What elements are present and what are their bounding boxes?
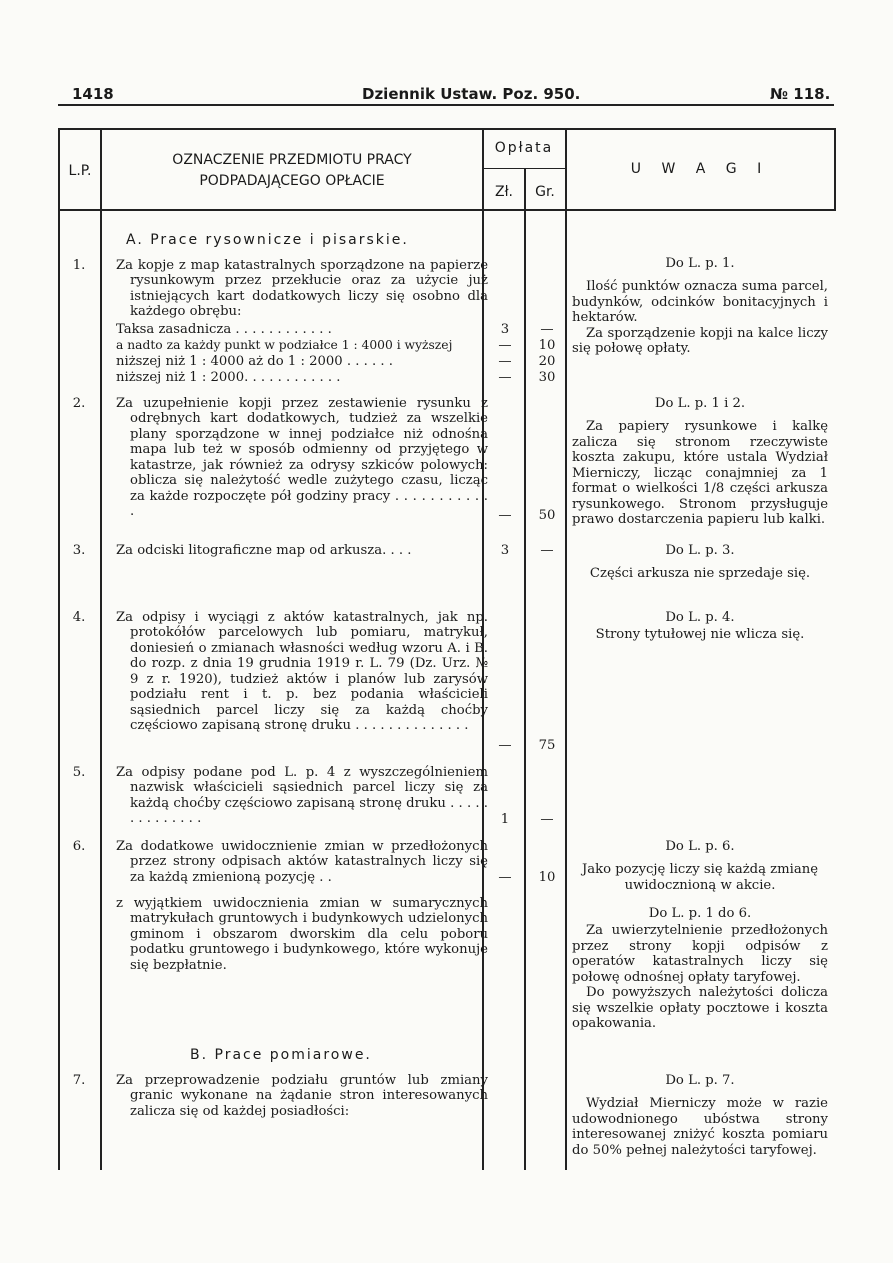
col-divider-fee — [565, 128, 567, 1170]
row-2-zl: — — [498, 508, 512, 523]
table-top-rule — [58, 128, 836, 130]
header-remarks: U W A G I — [630, 161, 770, 177]
header-zl: Zł. — [494, 184, 514, 200]
section-b-title: B. Prace pomiarowe. — [190, 1047, 372, 1063]
row-3-text: Za odciski litograficzne map od arkusza. . . . — [116, 543, 412, 558]
col-divider-lp — [100, 128, 102, 1170]
table-right-border — [834, 128, 836, 210]
remark-7-title: Do L. p. 7. — [665, 1073, 735, 1088]
fee-subheader-rule — [483, 168, 565, 169]
row-1-zl-4: — — [498, 370, 512, 385]
remark-6 — [572, 906, 828, 1032]
row-2-lp: 2. — [72, 396, 86, 411]
row-1-line-2: a nadto za każdy punkt w podziałce 1 : 4000 i wyższej — [116, 338, 453, 352]
row-5-zl: 1 — [500, 812, 510, 827]
remark-6-text2: Do powyższych należytości dolicza się wszelkie opłaty pocztowe i koszta opakowania. — [572, 985, 828, 1032]
remark-4-text: Strony tytułowej nie wlicza się. — [595, 627, 805, 643]
remark-3-title: Do L. p. 3. — [665, 543, 735, 558]
row-1-line-1: Taksa zasadnicza . . . . . . . . . . . . — [116, 322, 332, 337]
row-1-gr-4: 30 — [538, 370, 556, 385]
row-4-gr: 75 — [538, 738, 556, 753]
remark-2-title: Do L. p. 1 i 2. — [654, 396, 746, 411]
row-1-text: Za kopje z map katastralnych sporządzone na papierze rysunkowym przez przekłucie oraz za użycie już istniejących kart dodatkowych liczy się osobno dla każdego obrębu: — [116, 258, 488, 320]
remark-3-text: Części arkusza nie sprzedaje się. — [589, 566, 811, 582]
header-subject: OZNACZENIE PRZEDMIOTU PRACY PODPADAJĄCEGO OPŁACIE — [172, 152, 412, 189]
remark-4-title: Do L. p. 4. — [665, 610, 735, 625]
row-7-text: Za przeprowadzenie podziału gruntów lub zmiany granic wykonane na żądanie stron interesowanych zalicza się od każdej posiadłości: — [116, 1073, 488, 1119]
remark-6-text: Za uwierzytelnienie przedłożonych przez strony kopji odpisów z operatów katastralnych liczy się połowę odnośnej opłaty taryfowej. — [572, 923, 828, 985]
row-1-zl-1: 3 — [500, 322, 510, 337]
journal-title: Dziennik Ustaw. Poz. 950. — [362, 85, 581, 103]
section-a-title: A. Prace rysownicze i pisarskie. — [126, 232, 409, 248]
row-1-line-3: niższej niż 1 : 4000 aż do 1 : 2000 . . . . . . — [116, 354, 393, 369]
col-divider-zl — [524, 168, 526, 1170]
header-rule — [58, 104, 834, 106]
row-1-line-4: niższej niż 1 : 2000. . . . . . . . . . . . — [116, 370, 341, 385]
remark-4 — [572, 610, 828, 643]
row-1-gr-3: 20 — [538, 354, 556, 369]
row-1-lp: 1. — [72, 258, 86, 273]
row-2-gr: 50 — [538, 508, 556, 523]
remark-3 — [572, 543, 828, 582]
row-4-text: Za odpisy i wyciągi z aktów katastralnych, jak np. protokółów parcelowych lub pomiaru, matrykuł, doniesień o zmianach własności według wzoru A. i B. do rozp. z dnia 19 grudnia 1919 r. L. 79 (Dz. Urz. № 9 z r. 1920), tudzież aktów i planów lub zarysów podziału rent i t. p. bez podania właścicieli sąsiednich parcel liczy się za każdą choćby częściowo zapisaną stronę druku . . . . . . . . . . . . . . — [116, 610, 488, 734]
row-5-text: Za odpisy podane pod L. p. 4 z wyszczególnieniem nazwisk właścicieli sąsiednich parcel liczy się za każdą choćby częściowo zapisaną stronę druku . . . . . . . . . . . . . . — [116, 765, 488, 827]
remark-2 — [572, 396, 828, 528]
row-3-zl: 3 — [500, 543, 510, 558]
row-6-text: Za dodatkowe uwidocznienie zmian w przedłożonych przez strony odpisach aktów katastralnych liczy się za każdą zmienioną pozycję . . — [116, 839, 488, 885]
row-3-lp: 3. — [72, 543, 86, 558]
row-1-zl-2: — — [498, 338, 512, 353]
row-3-gr: — — [540, 543, 554, 558]
page-number: 1418 — [72, 85, 114, 103]
row-5-gr: — — [540, 812, 554, 827]
remark-5-text: Jako pozycję liczy się każdą zmianę uwidocznioną w akcie. — [581, 862, 819, 893]
row-6-lp: 6. — [72, 839, 86, 854]
row-6-exception-text: z wyjątkiem uwidocznienia zmian w sumarycznych matrykułach gruntowych i budynkowych udzielonych gminom i obszarom dworskim dla celu poboru podatku gruntowego i budynkowego, które wykonuje się bezpłatnie. — [116, 896, 488, 973]
row-2-text: Za uzupełnienie kopji przez zestawienie rysunku z odrębnych kart dodatkowych, tudzież za wszelkie plany sporządzone w innej podziałce niż odnośna mapa lub też w sposób odmienny od przyjętego w katastrze, jak również za odrysy szkiców polowych: oblicza się należytość wedle zużytego czasu, licząc za każde rozpoczęte pół godziny pracy . . . . . . . . . . . . — [116, 396, 488, 520]
table-header-rule — [58, 209, 836, 211]
table-left-border — [58, 128, 60, 1170]
header-gr: Gr. — [535, 184, 555, 200]
row-4-zl: — — [498, 738, 512, 753]
remark-1-text2: Za sporządzenie kopji na kalce liczy się połowę opłaty. — [572, 325, 828, 357]
issue-number: № 118. — [770, 85, 831, 103]
remark-6-title: Do L. p. 1 do 6. — [648, 906, 752, 921]
remark-7-text: Wydział Mierniczy może w razie udowodnionego ubóstwa strony interesowanej zniżyć koszta pomiaru do 50% pełnej należytości taryfowej. — [572, 1096, 828, 1158]
row-5-lp: 5. — [72, 765, 86, 780]
remark-1 — [572, 256, 828, 357]
header-lp: L.P. — [68, 163, 92, 179]
row-6-gr: 10 — [538, 870, 556, 885]
header-fee: Opłata — [494, 140, 554, 156]
remark-7 — [572, 1073, 828, 1158]
remark-2-text: Za papiery rysunkowe i kalkę zalicza się stronom rzeczywiste koszta zakupu, które ustala Wydział Mierniczy, licząc conajmniej za 1 format o wielkości 1/8 części arkusza rysunkowego. Stronom przysługuje prawo dostarczenia papieru lub kalki. — [572, 419, 828, 528]
row-1-gr-1: — — [540, 322, 554, 337]
row-7-lp: 7. — [72, 1073, 86, 1088]
remark-1-text: Ilość punktów oznacza suma parcel, budynków, odcinków bonitacyjnych i hektarów. — [572, 279, 828, 326]
row-6-zl: — — [498, 870, 512, 885]
row-1-zl-3: — — [498, 354, 512, 369]
row-1-gr-2: 10 — [538, 338, 556, 353]
remark-5 — [572, 839, 828, 893]
remark-5-title: Do L. p. 6. — [665, 839, 735, 854]
row-4-lp: 4. — [72, 610, 86, 625]
remark-1-title: Do L. p. 1. — [665, 256, 735, 271]
